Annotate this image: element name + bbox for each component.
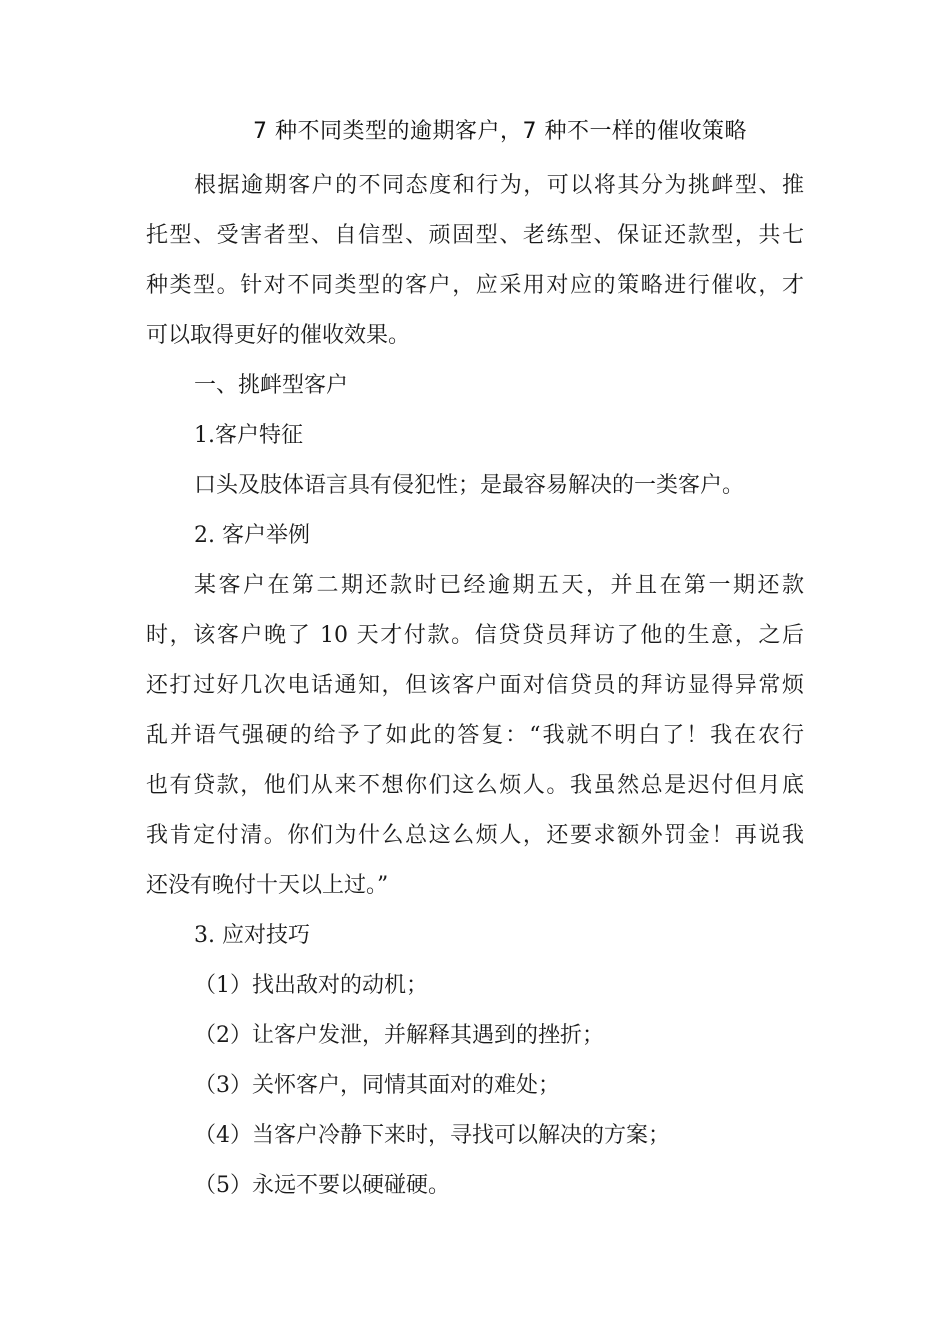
feature-text: 口头及肢体语言具有侵犯性；是最容易解决的一类客户。 — [194, 473, 745, 498]
tip-item-3: （3）关怀客户，同情其面对的难处； — [194, 1073, 560, 1098]
intro-line-3: 种类型。针对不同类型的客户，应采用对应的策略进行催收，才 — [146, 273, 804, 298]
example-line-3: 还打过好几次电话通知，但该客户面对信贷员的拜访显得异常烦 — [146, 673, 804, 698]
example-line-4: 乱并语气强硬的给予了如此的答复：“我就不明白了！我在农行 — [146, 723, 804, 748]
example-line-1: 某客户在第二期还款时已经逾期五天，并且在第一期还款 — [194, 573, 804, 598]
tips-heading: 3. 应对技巧 — [194, 923, 310, 948]
intro-line-4: 可以取得更好的催收效果。 — [146, 323, 411, 348]
intro-line-2: 托型、受害者型、自信型、顽固型、老练型、保证还款型，共七 — [146, 223, 804, 248]
example-line-7: 还没有晚付十天以上过。” — [146, 873, 389, 898]
example-line-6: 我肯定付清。你们为什么总这么烦人，还要求额外罚金！再说我 — [146, 823, 804, 848]
example-heading: 2. 客户举例 — [194, 523, 310, 548]
tip-item-5: （5）永远不要以硬碰硬。 — [194, 1173, 450, 1198]
tip-item-4: （4）当客户冷静下来时，寻找可以解决的方案； — [194, 1123, 670, 1148]
example-line-5: 也有贷款，他们从来不想你们这么烦人。我虽然总是迟付但月底 — [146, 773, 804, 798]
tip-item-1: （1）找出敌对的动机； — [194, 973, 428, 998]
section-heading: 一、挑衅型客户 — [194, 373, 349, 398]
example-line-2: 时，该客户晚了 10 天才付款。信贷贷员拜访了他的生意，之后 — [146, 623, 804, 648]
document-title: 7 种不同类型的逾期客户，7 种不一样的催收策略 — [253, 119, 747, 144]
intro-line-1: 根据逾期客户的不同态度和行为，可以将其分为挑衅型、推 — [194, 173, 804, 198]
feature-heading: 1.客户特征 — [194, 423, 303, 448]
tip-item-2: （2）让客户发泄，并解释其遇到的挫折； — [194, 1023, 604, 1048]
